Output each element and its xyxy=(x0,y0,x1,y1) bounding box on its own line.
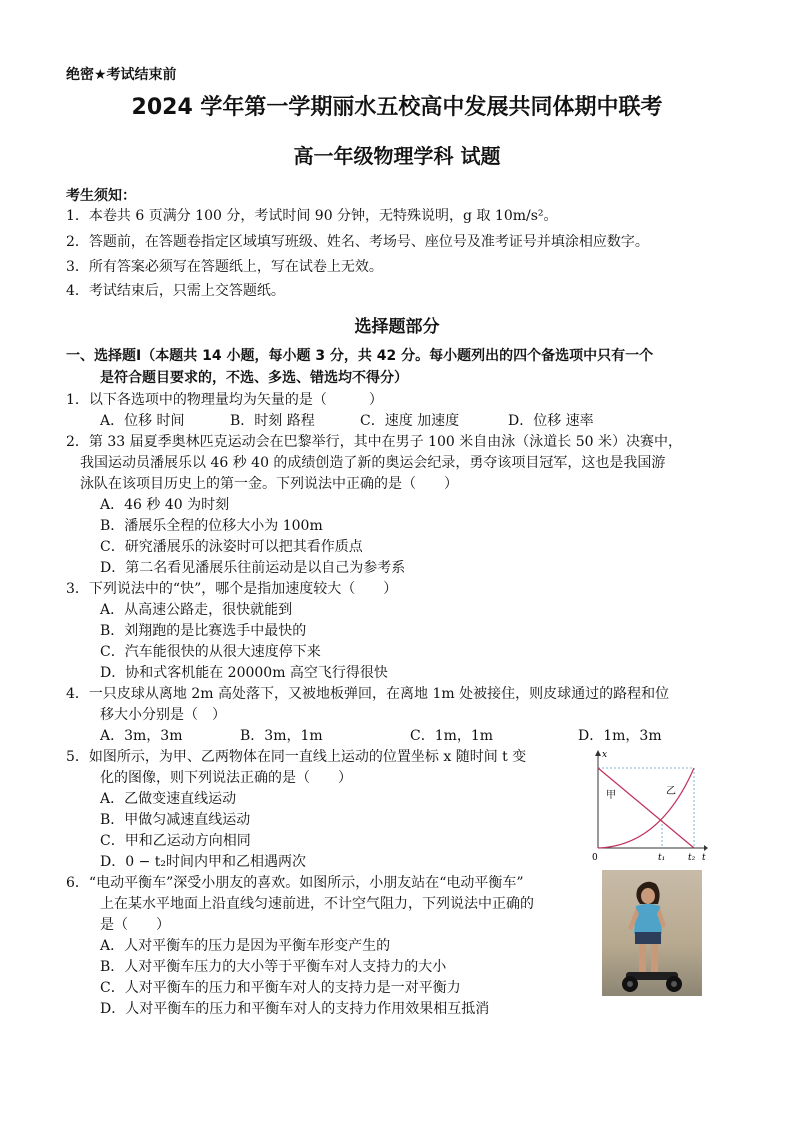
question-6-stem: 是（ ） xyxy=(100,917,170,933)
graph-label-t2: t₂ xyxy=(688,853,696,863)
section-title: 选择题部分 xyxy=(354,317,440,337)
q5-option-d: D．0 − t₂时间内甲和乙相遇两次 xyxy=(100,854,307,870)
balance-scooter-photo xyxy=(602,870,702,996)
q2-option-c: C．研究潘展乐的泳姿时可以把其看作质点 xyxy=(100,539,363,555)
notice-item: 1．本卷共 6 页满分 100 分，考试时间 90 分钟，无特殊说明，g 取 10m/s²。 xyxy=(66,208,558,224)
scooter-hub-right xyxy=(671,981,677,987)
q5-option-b: B．甲做匀减速直线运动 xyxy=(100,812,251,828)
q4-option-c: C．1m，1m xyxy=(410,728,494,744)
xt-graph-figure xyxy=(590,748,710,864)
q6-option-d: D．人对平衡车的压力和平衡车对人的支持力作用效果相互抵消 xyxy=(100,1001,490,1017)
question-1-stem: 1．以下各选项中的物理量均为矢量的是（ ） xyxy=(66,392,383,408)
child-shirt xyxy=(634,904,662,934)
q2-option-a: A．46 秒 40 为时刻 xyxy=(100,497,230,513)
graph-label-origin: 0 xyxy=(592,853,598,863)
q3-option-a: A．从高速公路走，很快就能到 xyxy=(100,602,293,618)
exam-subtitle: 高一年级物理学科 试题 xyxy=(293,144,501,168)
q4-option-d: D．1m，3m xyxy=(578,728,662,744)
child-leg-right xyxy=(651,944,658,972)
child-shorts xyxy=(635,932,661,944)
question-3-stem: 3．下列说法中的“快”，哪个是指加速度较大（ ） xyxy=(66,581,398,597)
confidential-label: 绝密★考试结束前 xyxy=(66,67,177,83)
q5-option-c: C．甲和乙运动方向相同 xyxy=(100,833,251,849)
part-instructions-cont: 是符合题目要求的，不选、多选、错选均不得分） xyxy=(100,370,408,386)
child-leg-left xyxy=(639,944,646,972)
q5-option-a: A．乙做变速直线运动 xyxy=(100,791,237,807)
question-4-stem: 移大小分别是（ ） xyxy=(100,707,226,723)
graph-axis-x-arrow xyxy=(704,845,708,851)
notice-heading: 考生须知： xyxy=(66,188,136,204)
q1-option-d: D．位移 速率 xyxy=(508,413,594,429)
question-5-stem: 化的图像，则下列说法正确的是（ ） xyxy=(100,770,352,786)
q3-option-d: D．协和式客机能在 20000m 高空飞行得很快 xyxy=(100,665,388,681)
notice-item: 3．所有答案必须写在答题纸上，写在试卷上无效。 xyxy=(66,259,383,275)
q6-option-b: B．人对平衡车压力的大小等于平衡车对人支持力的大小 xyxy=(100,959,447,975)
graph-label-jia: 甲 xyxy=(606,790,616,801)
q2-option-b: B．潘展乐全程的位移大小为 100m xyxy=(100,518,323,534)
graph-label-x: x xyxy=(602,750,608,760)
graph-label-t1: t₁ xyxy=(658,853,666,863)
scooter-hub-left xyxy=(627,981,633,987)
question-5-stem: 5．如图所示，为甲、乙两物体在同一直线上运动的位置坐标 x 随时间 t 变 xyxy=(66,749,527,765)
graph-label-t: t xyxy=(702,853,706,863)
q1-option-b: B．时刻 路程 xyxy=(230,413,315,429)
q3-option-b: B．刘翔跑的是比赛选手中最快的 xyxy=(100,623,307,639)
exam-title: 2024 学年第一学期丽水五校高中发展共同体期中联考 xyxy=(131,95,663,120)
question-4-stem: 4．一只皮球从离地 2m 高处落下，又被地板弹回，在离地 1m 处被接住，则皮球通过的路程和位 xyxy=(66,686,670,702)
part-instructions: 一、选择题Ⅰ（本题共 14 小题，每小题 3 分，共 42 分。每小题列出的四个备选项中只有一个 xyxy=(66,348,654,364)
question-2-stem: 泳队在该项目历史上的第一金。下列说法中正确的是（ ） xyxy=(80,476,458,492)
child-face xyxy=(641,888,655,904)
q2-option-d: D．第二名看见潘展乐往前运动是以自己为参考系 xyxy=(100,560,406,576)
question-2-stem: 我国运动员潘展乐以 46 秒 40 的成绩创造了新的奥运会纪录，勇夺该项目冠军，这也是我国游 xyxy=(80,455,666,471)
q6-option-a: A．人对平衡车的压力是因为平衡车形变产生的 xyxy=(100,938,391,954)
q4-option-b: B．3m，1m xyxy=(240,728,323,744)
question-6-stem: 上在某水平地面上沿直线匀速前进，不计空气阻力，下列说法中正确的 xyxy=(100,896,534,912)
question-6-stem: 6．“电动平衡车”深受小朋友的喜欢。如图所示，小朋友站在“电动平衡车” xyxy=(66,875,524,891)
notice-item: 4．考试结束后，只需上交答题纸。 xyxy=(66,283,285,299)
q4-option-a: A．3m，3m xyxy=(100,728,183,744)
graph-axis-y-arrow xyxy=(595,750,601,756)
graph-label-yi: 乙 xyxy=(666,786,676,797)
q1-option-c: C．速度 加速度 xyxy=(360,413,460,429)
graph-line-jia xyxy=(598,768,694,848)
q1-option-a: A．位移 时间 xyxy=(100,413,185,429)
q3-option-c: C．汽车能很快的从很大速度停下来 xyxy=(100,644,321,660)
notice-item: 2．答题前，在答题卷指定区域填写班级、姓名、考场号、座位号及准考证号并填涂相应数字。 xyxy=(66,234,649,250)
question-2-stem: 2．第 33 届夏季奥林匹克运动会在巴黎举行，其中在男子 100 米自由泳（泳道长 50 米）决赛中， xyxy=(66,434,682,450)
q6-option-c: C．人对平衡车的压力和平衡车对人的支持力是一对平衡力 xyxy=(100,980,461,996)
